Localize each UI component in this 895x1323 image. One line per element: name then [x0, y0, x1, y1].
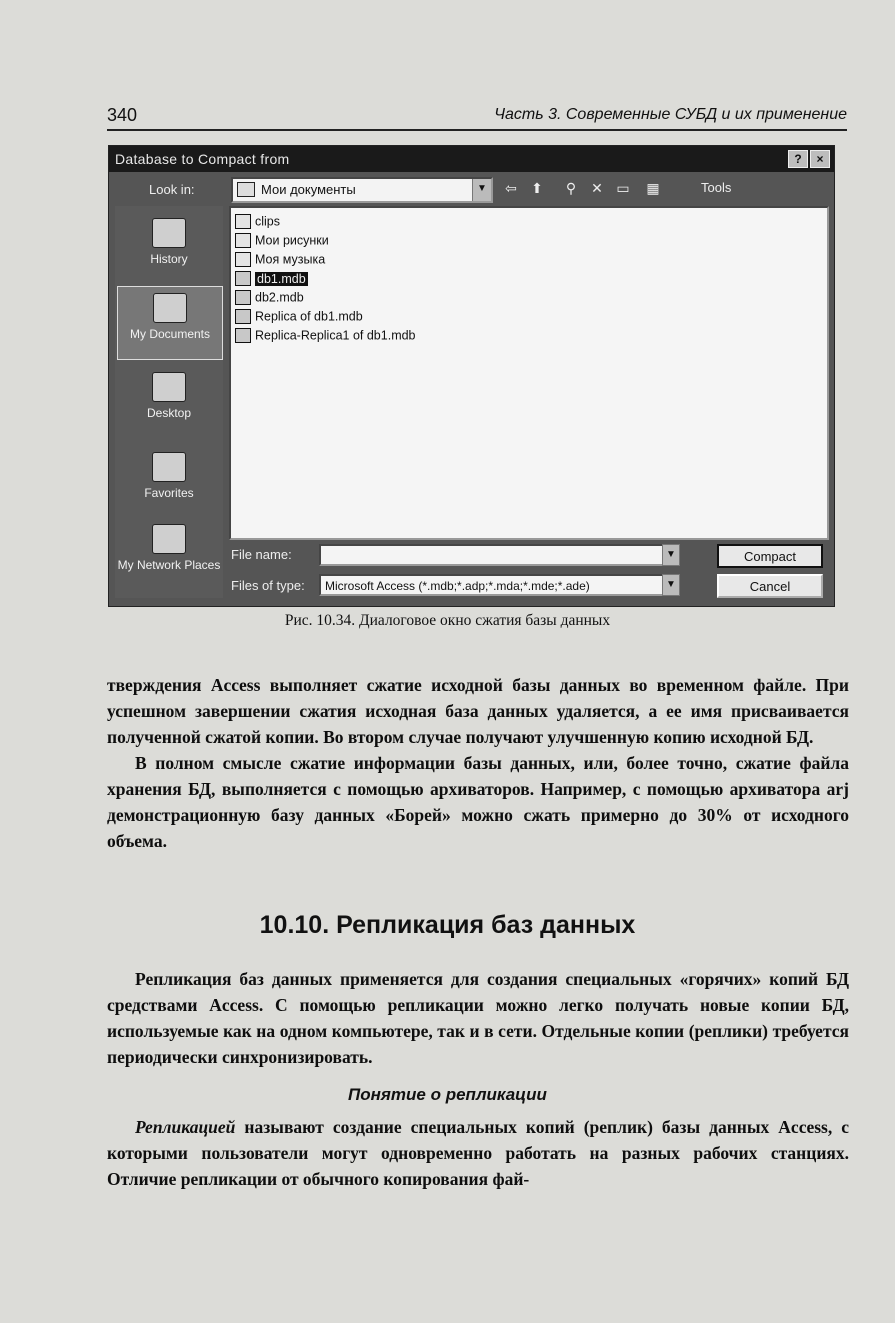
- tools-menu[interactable]: Tools: [701, 180, 732, 195]
- close-button[interactable]: ×: [810, 150, 830, 168]
- file-name-label: File name:: [231, 547, 292, 562]
- desktop-icon: [152, 372, 186, 402]
- paragraph: В полном смысле сжатие информации базы данных, или, более точно, сжатие файла хранения БД, выполняется с помощью архиваторов. Например, с помощью архиватора arj демонстрационную базу данных «Борей» можно сжать примерно до 30% от исходного объема.: [107, 753, 849, 851]
- list-item[interactable]: db2.mdb: [235, 290, 304, 310]
- delete-icon[interactable]: ✕: [591, 180, 603, 196]
- search-web-icon[interactable]: ⚲: [565, 180, 577, 196]
- place-label: History: [150, 252, 188, 266]
- compact-button[interactable]: Compact: [717, 544, 823, 568]
- files-of-type-label: Files of type:: [231, 578, 305, 593]
- section-text: [107, 966, 849, 1070]
- file-name-input[interactable]: [319, 544, 679, 566]
- files-of-type-select[interactable]: Microsoft Access (*.mdb;*.adp;*.mda;*.mde;*.ade): [319, 574, 679, 596]
- figure-caption: Рис. 10.34. Диалоговое окно сжатия базы данных: [284, 612, 611, 629]
- running-head: [107, 101, 847, 131]
- place-desktop[interactable]: [117, 366, 221, 438]
- definition-text: [107, 1114, 849, 1192]
- new-folder-icon[interactable]: ▭: [616, 180, 630, 196]
- list-item[interactable]: clips: [235, 214, 280, 234]
- page-number: 340: [107, 105, 138, 125]
- section-heading: 10.10. Репликация баз данных: [259, 911, 636, 939]
- defined-term: Репликацией: [135, 1117, 236, 1137]
- subheading: Понятие о репликации: [348, 1085, 547, 1104]
- favorites-icon: [152, 452, 186, 482]
- part-title: Часть 3. Современные СУБД и их применение: [494, 106, 847, 123]
- look-in-label: Look in:: [149, 182, 195, 197]
- place-label: My Documents: [129, 327, 211, 341]
- folder-icon: [235, 233, 251, 248]
- dialog-titlebar: [109, 146, 834, 172]
- list-item[interactable]: Моя музыка: [235, 252, 325, 272]
- place-label: Favorites: [144, 486, 194, 500]
- database-file-icon: [235, 309, 251, 324]
- list-item[interactable]: db1.mdb: [235, 271, 308, 291]
- file-list: [229, 206, 829, 540]
- chevron-down-icon[interactable]: ▼: [662, 544, 680, 566]
- place-label: Desktop: [146, 406, 192, 420]
- my-documents-icon: [153, 293, 187, 323]
- place-label: My Network Places: [117, 558, 221, 572]
- chevron-down-icon[interactable]: ▼: [472, 179, 491, 201]
- place-my-network-places[interactable]: [117, 518, 221, 590]
- folder-icon: [235, 252, 251, 267]
- list-item[interactable]: Мои рисунки: [235, 233, 329, 253]
- history-icon: [152, 218, 186, 248]
- chevron-down-icon[interactable]: ▼: [662, 574, 680, 596]
- paragraph: тверждения Access выполняет сжатие исходной базы данных во временном файле. При успешном завершении сжатия исходная база данных удаляется, а ее имя присваивается полученной сжатой копии. Во втором случае получают улучшенную копию исходной БД.: [107, 675, 849, 747]
- folder-icon: [235, 214, 251, 229]
- back-icon[interactable]: ⇦: [505, 180, 517, 196]
- paragraph: [107, 1114, 849, 1192]
- definition-body: называют создание специальных копий (реплик) базы данных Access, с которыми пользователи могут одновременно работать на разных рабочих станциях. Отличие репликации от обычного копирования фай-: [107, 1117, 849, 1189]
- places-bar: [115, 206, 223, 598]
- place-favorites[interactable]: [117, 446, 221, 518]
- network-places-icon: [152, 524, 186, 554]
- compact-database-dialog: [108, 145, 835, 607]
- views-icon[interactable]: ▦: [646, 180, 660, 196]
- database-file-icon: [235, 328, 251, 343]
- paragraph: Репликация баз данных применяется для создания специальных «горячих» копий БД средствами Access. С помощью репликации можно легко получать новые копии БД, используемые как на одном компьютере, так и в сети. Отдельные копии (реплики) требуется периодически синхронизировать.: [107, 969, 849, 1067]
- place-history[interactable]: [117, 212, 221, 284]
- list-item[interactable]: Replica-Replica1 of db1.mdb: [235, 328, 416, 348]
- database-file-icon: [235, 271, 251, 286]
- help-button[interactable]: ?: [788, 150, 808, 168]
- cancel-button[interactable]: Cancel: [717, 574, 823, 598]
- place-my-documents[interactable]: [117, 286, 223, 360]
- list-item[interactable]: Replica of db1.mdb: [235, 309, 363, 329]
- database-file-icon: [235, 290, 251, 305]
- look-in-combo[interactable]: [231, 177, 493, 203]
- look-in-value: Мои документы: [261, 182, 356, 197]
- dialog-title: Database to Compact from: [115, 151, 290, 167]
- body-text-top: [107, 672, 849, 854]
- folder-icon: [237, 182, 255, 197]
- up-folder-icon[interactable]: ⬆: [531, 180, 543, 196]
